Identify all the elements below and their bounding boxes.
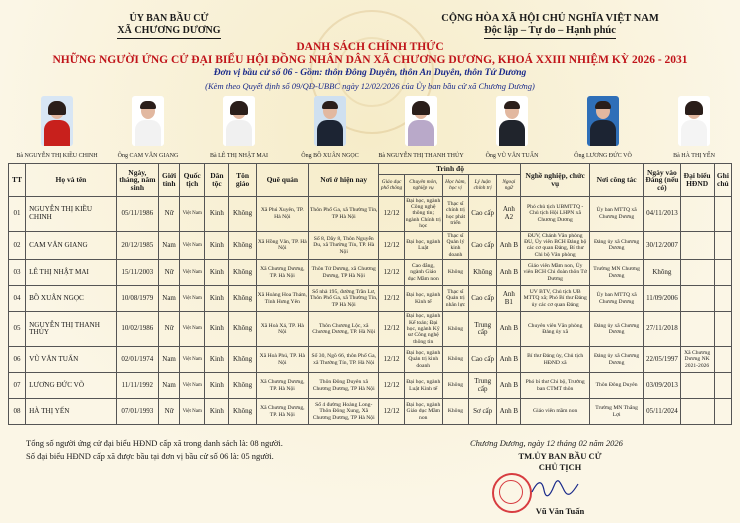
cell-name: LÊ THỊ NHẬT MAI xyxy=(26,260,117,286)
cell-major: Đại học, ngành Luật Kinh tế xyxy=(404,373,442,399)
cell-nationality: Việt Nam xyxy=(180,399,205,425)
cell-language: Anh B xyxy=(497,399,521,425)
cell-degree: Không xyxy=(442,312,468,347)
cell-gender: Nữ xyxy=(159,399,180,425)
table-row xyxy=(9,260,732,286)
cell-general: 12/12 xyxy=(379,260,404,286)
cell-tt: 08 xyxy=(9,399,26,425)
th-nationality: Quốc tịch xyxy=(180,164,205,197)
cell-party-date: 22/05/1997 xyxy=(644,347,680,373)
th-name: Họ và tên xyxy=(26,164,117,197)
cell-politics: Trung cấp xyxy=(469,312,497,347)
signer-name: Vũ Văn Tuấn xyxy=(535,506,585,516)
signing-title: CHỦ TỊCH xyxy=(538,462,582,472)
cell-ethnicity: Kinh xyxy=(205,399,229,425)
cell-major: Đại học, ngành Kinh tế xyxy=(404,286,442,312)
table-row xyxy=(9,373,732,399)
candidate-photo xyxy=(587,96,619,146)
cell-job: ĐUV, Chánh Văn phòng ĐU, Ủy viên BCH Đảng bộ các cơ quan Đảng, Bí thư Chi bộ Văn phòng xyxy=(521,231,589,260)
cell-gender: Nam xyxy=(159,347,180,373)
document-subtitle: NHỮNG NGƯỜI ỨNG CỬ ĐẠI BIỂU HỘI ĐỒNG NHÂN DÂN XÃ CHƯƠNG DƯƠNG, KHOÁ XXIII NHIỆM KỲ 2026 - 2031 xyxy=(52,54,688,66)
cell-religion: Không xyxy=(229,312,256,347)
cell-dob: 15/11/2003 xyxy=(116,260,158,286)
cell-hometown: Xã Chương Dương, TP. Hà Nội xyxy=(256,373,308,399)
cell-dob: 11/11/1992 xyxy=(116,373,158,399)
candidate-photo xyxy=(132,96,164,146)
cell-gender: Nam xyxy=(159,286,180,312)
cell-workplace: Trường MN Thắng Lợi xyxy=(589,399,643,425)
th-edu-major: Chuyên môn, nghiệp vụ xyxy=(404,174,442,196)
table-row xyxy=(9,399,732,425)
cell-party-date: 11/09/2006 xyxy=(644,286,680,312)
candidate-photo-caption: Ông LƯƠNG ĐỨC VÕ xyxy=(574,153,632,159)
cell-major: Đại học, ngành Quản trị kinh doanh xyxy=(404,347,442,373)
th-education: Trình độ xyxy=(379,164,521,175)
decision-reference: (Kèm theo Quyết định số 09/QĐ-UBBC ngày 12/02/2026 của Ủy ban bầu cử xã Chương Dương) xyxy=(205,81,535,91)
cell-politics: Cao cấp xyxy=(469,347,497,373)
cell-note xyxy=(714,312,731,347)
cell-workplace: Ủy ban MTTQ xã Chương Dương xyxy=(589,286,643,312)
cell-residence: Số 30, Ngõ 66, thôn Phố Ga, xã Thường Tín, TP. Hà Nội xyxy=(308,347,378,373)
cell-job: Giáo viên Mầm non, Ủy viên BCH Chi đoàn thôn Tứ Dương xyxy=(521,260,589,286)
cell-name: BỒ XUÂN NGỌC xyxy=(26,286,117,312)
cell-job: UV BTV, Chủ tịch UB MTTQ xã; Phó Bí thư Đảng ủy các cơ quan Đảng xyxy=(521,286,589,312)
candidate-photo-caption: Ông VŨ VĂN TUẤN xyxy=(485,153,539,159)
document-title: DANH SÁCH CHÍNH THỨC xyxy=(296,41,444,53)
candidate-photo xyxy=(496,96,528,146)
cell-politics: Cao cấp xyxy=(469,231,497,260)
cell-delegate xyxy=(680,373,714,399)
cell-party-date: 03/09/2013 xyxy=(644,373,680,399)
cell-delegate xyxy=(680,286,714,312)
cell-workplace: Trường MN Chương Dương xyxy=(589,260,643,286)
th-delegate: Đại biểu HĐND xyxy=(680,164,714,197)
th-edu-politics: Lý luận chính trị xyxy=(469,174,497,196)
cell-name: NGUYỄN THỊ KIỀU CHINH xyxy=(26,196,117,231)
candidate-photo xyxy=(223,96,255,146)
cell-tt: 05 xyxy=(9,312,26,347)
cell-gender: Nam xyxy=(159,231,180,260)
handwritten-signature xyxy=(530,478,580,498)
cell-degree: Không xyxy=(442,399,468,425)
cell-nationality: Việt Nam xyxy=(180,286,205,312)
cell-language: Anh B xyxy=(497,260,521,286)
cell-tt: 07 xyxy=(9,373,26,399)
cell-delegate: Xã Chương Dương NK 2021-2026 xyxy=(680,347,714,373)
cell-nationality: Việt Nam xyxy=(180,196,205,231)
cell-major: Đại học, ngành Kế toán; Đại học, ngành Kỹ sư Công nghệ thông tin xyxy=(404,312,442,347)
th-dob: Ngày, tháng, năm sinh xyxy=(116,164,158,197)
cell-party-date: 27/11/2018 xyxy=(644,312,680,347)
cell-major: Cao đẳng, ngành Giáo dục Mầm non xyxy=(404,260,442,286)
cell-general: 12/12 xyxy=(379,196,404,231)
cell-degree: Thạc sĩ Quản lý kinh doanh xyxy=(442,231,468,260)
org-line2: XÃ CHƯƠNG DƯƠNG xyxy=(117,25,220,39)
cell-dob: 20/12/1985 xyxy=(116,231,158,260)
cell-note xyxy=(714,196,731,231)
cell-delegate xyxy=(680,260,714,286)
cell-name: NGUYỄN THỊ THANH THỦY xyxy=(26,312,117,347)
cell-dob: 02/01/1974 xyxy=(116,347,158,373)
candidate-table xyxy=(8,163,732,425)
cell-general: 12/12 xyxy=(379,373,404,399)
cell-note xyxy=(714,286,731,312)
th-religion: Tôn giáo xyxy=(229,164,256,197)
cell-tt: 04 xyxy=(9,286,26,312)
cell-name: LƯƠNG ĐỨC VÕ xyxy=(26,373,117,399)
electoral-unit: Đơn vị bầu cử số 06 - Gồm: thôn Đông Duyên, thôn An Duyên, thôn Tứ Dương xyxy=(213,68,527,78)
cell-general: 12/12 xyxy=(379,231,404,260)
cell-delegate xyxy=(680,399,714,425)
cell-hometown: Xã Hoà Xá, TP. Hà Nội xyxy=(256,312,308,347)
candidate-photo xyxy=(41,96,73,146)
cell-tt: 01 xyxy=(9,196,26,231)
th-hometown: Quê quán xyxy=(256,164,308,197)
cell-ethnicity: Kinh xyxy=(205,312,229,347)
cell-nationality: Việt Nam xyxy=(180,231,205,260)
cell-politics: Cao cấp xyxy=(469,196,497,231)
cell-tt: 03 xyxy=(9,260,26,286)
cell-ethnicity: Kinh xyxy=(205,260,229,286)
cell-note xyxy=(714,347,731,373)
cell-religion: Không xyxy=(229,347,256,373)
cell-degree: Thạc sĩ Quản trị nhân lực xyxy=(442,286,468,312)
th-workplace: Nơi công tác xyxy=(589,164,643,197)
candidate-photo-caption: Bà LÊ THỊ NHẬT MAI xyxy=(209,153,269,159)
candidate-photo xyxy=(314,96,346,146)
table-row xyxy=(9,196,732,231)
candidate-photo-caption: Ông BỒ XUÂN NGỌC xyxy=(301,153,359,159)
cell-residence: Thôn Tứ Dương, xã Chương Dương, TP Hà Nội xyxy=(308,260,378,286)
cell-residence: Số 4 đường Hoàng Long-Thôn Đông Xung, Xã Chương Dương, TP Hà Nội xyxy=(308,399,378,425)
cell-religion: Không xyxy=(229,196,256,231)
cell-job: Bí thư Đảng ủy, Chủ tịch HĐND xã xyxy=(521,347,589,373)
cell-religion: Không xyxy=(229,260,256,286)
cell-religion: Không xyxy=(229,231,256,260)
cell-hometown: Xã Phú Xuyên, TP. Hà Nội xyxy=(256,196,308,231)
cell-hometown: Xã Hoàng Hoa Thám, Tỉnh Hưng Yên xyxy=(256,286,308,312)
cell-language: Anh B1 xyxy=(497,286,521,312)
cell-job: Phó bí thư Chi bộ, Trưởng ban CTMT thôn xyxy=(521,373,589,399)
signing-organization: TM.ỦY BAN BẦU CỬ xyxy=(518,451,602,461)
signing-date: Chương Dương, ngày 12 tháng 02 năm 2026 xyxy=(470,438,623,448)
cell-language: Anh B xyxy=(497,373,521,399)
table-row xyxy=(9,312,732,347)
cell-residence: Số nhà 195, đường Trần Lư, Thôn Phố Ga, xã Thường Tín, TP Hà Nội xyxy=(308,286,378,312)
cell-politics: Trung cấp xyxy=(469,373,497,399)
candidate-photo-caption: Bà NGUYỄN THỊ KIỀU CHINH xyxy=(16,153,98,159)
cell-language: Anh B xyxy=(497,231,521,260)
cell-job: Chuyên viên Văn phòng Đảng ủy xã xyxy=(521,312,589,347)
cell-party-date: 05/11/2024 xyxy=(644,399,680,425)
cell-gender: Nữ xyxy=(159,312,180,347)
candidate-photo-caption: Bà NGUYỄN THỊ THANH THỦY xyxy=(378,153,464,159)
nation-line1: CỘNG HÒA XÃ HỘI CHỦ NGHĨA VIỆT NAM xyxy=(441,13,659,24)
cell-religion: Không xyxy=(229,373,256,399)
cell-residence: Thôn Chương Lộc, xã Chương Dương, TP. Hà Nội xyxy=(308,312,378,347)
th-tt: TT xyxy=(9,164,26,197)
cell-gender: Nữ xyxy=(159,196,180,231)
candidate-photo xyxy=(678,96,710,146)
cell-dob: 10/02/1986 xyxy=(116,312,158,347)
cell-hometown: Xã Chương Dương, TP. Hà Nội xyxy=(256,260,308,286)
cell-name: VŨ VĂN TUẤN xyxy=(26,347,117,373)
cell-religion: Không xyxy=(229,286,256,312)
cell-dob: 05/11/1986 xyxy=(116,196,158,231)
cell-major: Đại học, ngành Giáo dục Mầm non xyxy=(404,399,442,425)
cell-ethnicity: Kinh xyxy=(205,231,229,260)
cell-name: HÀ THỊ YẾN xyxy=(26,399,117,425)
cell-language: Anh A2 xyxy=(497,196,521,231)
cell-gender: Nam xyxy=(159,373,180,399)
cell-politics: Không xyxy=(469,260,497,286)
cell-politics: Cao cấp xyxy=(469,286,497,312)
cell-residence: Số 8, Dãy 8, Thôn Nguyễn Du, xã Thường Tín, TP. Hà Nội xyxy=(308,231,378,260)
table-row xyxy=(9,231,732,260)
cell-nationality: Việt Nam xyxy=(180,347,205,373)
cell-degree: Không xyxy=(442,260,468,286)
cell-ethnicity: Kinh xyxy=(205,286,229,312)
th-note: Ghi chú xyxy=(714,164,731,197)
cell-delegate xyxy=(680,196,714,231)
candidate-photo xyxy=(405,96,437,146)
candidate-photo-caption: Bà HÀ THỊ YẾN xyxy=(673,153,715,159)
cell-workplace: Đảng ủy xã Chương Dương xyxy=(589,347,643,373)
cell-ethnicity: Kinh xyxy=(205,347,229,373)
cell-party-date: 04/11/2013 xyxy=(644,196,680,231)
th-edu-general: Giáo dục phổ thông xyxy=(379,174,404,196)
table-row xyxy=(9,347,732,373)
cell-name: CAM VĂN GIANG xyxy=(26,231,117,260)
cell-nationality: Việt Nam xyxy=(180,312,205,347)
org-line1: ỦY BAN BẦU CỬ xyxy=(129,13,209,24)
cell-dob: 10/08/1979 xyxy=(116,286,158,312)
cell-degree: Không xyxy=(442,347,468,373)
cell-degree: Thạc sĩ chính trị học phát triển xyxy=(442,196,468,231)
cell-job: Giáo viên mầm non xyxy=(521,399,589,425)
cell-workplace: Ủy ban MTTQ xã Chương Dương xyxy=(589,196,643,231)
cell-workplace: Thôn Đông Duyên xyxy=(589,373,643,399)
th-edu-degree: Học hàm, học vị xyxy=(442,174,468,196)
cell-language: Anh B xyxy=(497,312,521,347)
candidate-photo-caption: Ông CAM VĂN GIANG xyxy=(117,153,179,159)
cell-party-date: Không xyxy=(644,260,680,286)
cell-language: Anh B xyxy=(497,347,521,373)
cell-note xyxy=(714,399,731,425)
total-candidates: Tổng số người ứng cử đại biểu HĐND cấp xã trong danh sách là: 08 người. xyxy=(26,438,283,448)
cell-ethnicity: Kinh xyxy=(205,373,229,399)
cell-delegate xyxy=(680,231,714,260)
cell-note xyxy=(714,260,731,286)
cell-ethnicity: Kinh xyxy=(205,196,229,231)
cell-party-date: 30/12/2007 xyxy=(644,231,680,260)
cell-workplace: Đảng ủy xã Chương Dương xyxy=(589,231,643,260)
cell-tt: 02 xyxy=(9,231,26,260)
nation-line2: Độc lập – Tự do – Hạnh phúc xyxy=(484,25,616,39)
cell-major: Đại học, ngành Luật xyxy=(404,231,442,260)
cell-nationality: Việt Nam xyxy=(180,260,205,286)
issuing-organization xyxy=(84,13,254,39)
th-edu-language: Ngoại ngữ xyxy=(497,174,521,196)
cell-delegate xyxy=(680,312,714,347)
cell-religion: Không xyxy=(229,399,256,425)
cell-job: Phó chủ tịch UBMTTQ - Chủ tịch Hội LHPN xã Chương Dương xyxy=(521,196,589,231)
cell-residence: Thôn Phố Ga, xã Thường Tín, TP Hà Nội xyxy=(308,196,378,231)
cell-general: 12/12 xyxy=(379,347,404,373)
cell-dob: 07/01/1993 xyxy=(116,399,158,425)
th-job: Nghề nghiệp, chức vụ xyxy=(521,164,589,197)
cell-hometown: Xã Chương Dương, TP. Hà Nội xyxy=(256,399,308,425)
cell-politics: Sơ cấp xyxy=(469,399,497,425)
cell-general: 12/12 xyxy=(379,286,404,312)
cell-workplace: Đảng ủy xã Chương Dương xyxy=(589,312,643,347)
cell-tt: 06 xyxy=(9,347,26,373)
candidate-rows xyxy=(9,196,732,425)
cell-hometown: Xã Hồng Vân, TP. Hà Nội xyxy=(256,231,308,260)
cell-hometown: Xã Hoà Phú, TP. Hà Nội xyxy=(256,347,308,373)
cell-gender: Nữ xyxy=(159,260,180,286)
th-party-date: Ngày vào Đảng (nếu có) xyxy=(644,164,680,197)
cell-nationality: Việt Nam xyxy=(180,373,205,399)
elected-count: Số đại biểu HĐND cấp xã được bầu tại đơn vị bầu cử số 06 là: 05 người. xyxy=(26,451,274,461)
cell-major: Đại học, ngành Công nghệ thông tin; ngành Chính trị học xyxy=(405,197,441,230)
cell-degree: Không xyxy=(442,373,468,399)
cell-residence: Thôn Đông Duyên xã Chương Dương, TP Hà Nội xyxy=(308,373,378,399)
cell-general: 12/12 xyxy=(379,312,404,347)
th-ethnicity: Dân tộc xyxy=(205,164,229,197)
cell-note xyxy=(714,231,731,260)
th-residence: Nơi ở hiện nay xyxy=(308,164,378,197)
national-motto xyxy=(420,13,680,39)
table-row xyxy=(9,286,732,312)
cell-general: 12/12 xyxy=(379,399,404,425)
th-gender: Giới tính xyxy=(159,164,180,197)
cell-note xyxy=(714,373,731,399)
